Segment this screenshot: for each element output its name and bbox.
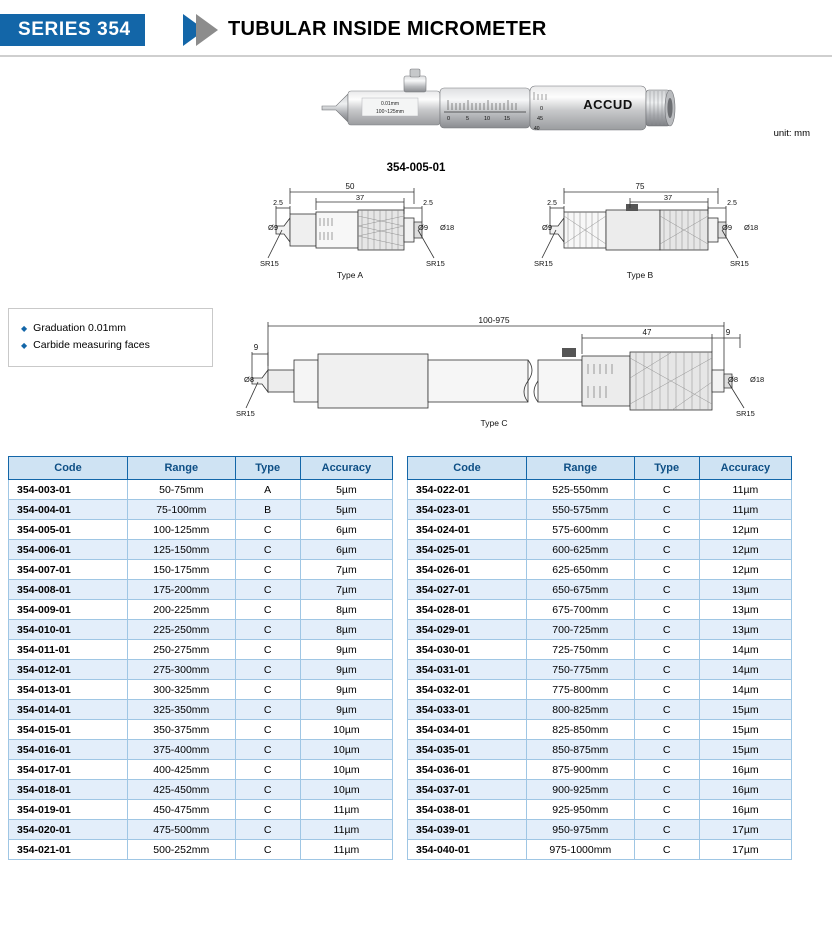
cell-type: C [634,480,699,500]
cell-range: 525-550mm [527,480,635,500]
cell-accuracy: 11µm [300,800,392,820]
cell-range: 375-400mm [128,740,236,760]
th-range: Range [128,457,236,480]
cell-type: C [634,500,699,520]
cell-range: 475-500mm [128,820,236,840]
cell-code: 354-038-01 [408,800,527,820]
table-row [408,620,792,640]
cell-accuracy: 6µm [300,540,392,560]
feature-item [21,339,202,353]
cell-range: 550-575mm [527,500,635,520]
svg-text:SR15: SR15 [534,259,553,268]
table-row [9,820,393,840]
cell-accuracy: 11µm [699,500,791,520]
cell-code: 354-022-01 [408,480,527,500]
cell-code: 354-016-01 [9,740,128,760]
cell-accuracy: 17µm [699,820,791,840]
cell-accuracy: 6µm [300,520,392,540]
table-row [408,540,792,560]
cell-code: 354-037-01 [408,780,527,800]
cell-range: 150-175mm [128,560,236,580]
cell-type: C [634,620,699,640]
cell-accuracy: 9µm [300,640,392,660]
svg-text:100~125mm: 100~125mm [376,109,404,115]
cell-accuracy: 13µm [699,580,791,600]
drawings-row-1 [0,166,832,280]
table-row [9,600,393,620]
table-row [9,840,393,860]
svg-text:100-975: 100-975 [478,315,510,325]
cell-range: 275-300mm [128,660,236,680]
cell-code: 354-015-01 [9,720,128,740]
feature-label: Graduation 0.01mm [33,322,126,334]
table-row [9,580,393,600]
cell-range: 325-350mm [128,700,236,720]
svg-text:75: 75 [635,182,645,191]
table-row [408,680,792,700]
cell-range: 400-425mm [128,760,236,780]
svg-text:9: 9 [253,343,259,352]
svg-text:0: 0 [447,116,451,122]
th-code: Code [9,457,128,480]
table-header-row [9,457,393,480]
table-row [9,800,393,820]
cell-range: 900-925mm [527,780,635,800]
cell-type: C [634,580,699,600]
table-row [408,500,792,520]
cell-type: C [235,800,300,820]
cell-code: 354-013-01 [9,680,128,700]
cell-type: C [235,720,300,740]
table-row [408,600,792,620]
features-box [8,308,213,367]
cell-range: 500-252mm [128,840,236,860]
cell-accuracy: 10µm [300,760,392,780]
cell-range: 175-200mm [128,580,236,600]
cell-range: 250-275mm [128,640,236,660]
model-caption: 354-005-01 [386,162,446,174]
table-row [408,700,792,720]
cell-accuracy: 14µm [699,680,791,700]
cell-range: 75-100mm [128,500,236,520]
unit-note: unit: mm [773,128,810,139]
cell-type: C [634,640,699,660]
drawing-type-c [232,308,802,433]
cell-code: 354-011-01 [9,640,128,660]
cell-code: 354-039-01 [408,820,527,840]
svg-text:Ø18: Ø18 [744,223,759,232]
table-right-body [408,480,792,860]
cell-accuracy: 16µm [699,780,791,800]
cell-code: 354-020-01 [9,820,128,840]
cell-type: C [235,520,300,540]
svg-text:45: 45 [537,116,544,122]
cell-accuracy: 15µm [699,700,791,720]
cell-type: A [235,480,300,500]
cell-range: 950-975mm [527,820,635,840]
cell-range: 450-475mm [128,800,236,820]
table-row [408,740,792,760]
type-a-label: Type A [337,270,363,280]
cell-accuracy: 12µm [699,520,791,540]
table-row [408,800,792,820]
cell-code: 354-030-01 [408,640,527,660]
series-badge: SERIES 354 [0,14,145,46]
table-left-body [9,480,393,860]
cell-type: C [235,660,300,680]
cell-range: 625-650mm [527,560,635,580]
cell-range: 225-250mm [128,620,236,640]
cell-code: 354-026-01 [408,560,527,580]
table-row [9,500,393,520]
cell-type: C [634,780,699,800]
cell-type: C [634,540,699,560]
svg-text:2.5: 2.5 [727,200,737,207]
cell-accuracy: 17µm [699,840,791,860]
table-row [9,620,393,640]
cell-accuracy: 16µm [699,800,791,820]
svg-text:50: 50 [345,182,355,191]
cell-type: C [235,820,300,840]
cell-code: 354-028-01 [408,600,527,620]
cell-type: C [634,600,699,620]
cell-accuracy: 8µm [300,600,392,620]
cell-code: 354-003-01 [9,480,128,500]
cell-type: C [235,780,300,800]
cell-type: C [634,820,699,840]
cell-accuracy: 7µm [300,560,392,580]
table-row [9,700,393,720]
cell-type: C [634,680,699,700]
cell-type: C [235,700,300,720]
cell-accuracy: 11µm [699,480,791,500]
table-row [9,560,393,580]
cell-accuracy: 9µm [300,700,392,720]
cell-type: C [235,620,300,640]
spec-table-right [407,456,792,860]
table-row [9,780,393,800]
table-row [408,840,792,860]
cell-range: 50-75mm [128,480,236,500]
cell-accuracy: 7µm [300,580,392,600]
svg-text:0: 0 [540,106,544,112]
cell-type: C [634,760,699,780]
cell-code: 354-029-01 [408,620,527,640]
cell-type: C [235,680,300,700]
cell-type: C [634,800,699,820]
cell-accuracy: 5µm [300,480,392,500]
cell-code: 354-025-01 [408,540,527,560]
svg-text:10: 10 [484,116,491,122]
header-divider [0,55,832,57]
cell-code: 354-008-01 [9,580,128,600]
micrometer-illustration [318,60,678,156]
svg-text:Ø8: Ø8 [244,375,255,384]
svg-text:Ø9: Ø9 [542,223,553,232]
table-row [408,760,792,780]
cell-type: C [235,560,300,580]
cell-code: 354-040-01 [408,840,527,860]
svg-text:SR15: SR15 [426,259,445,268]
table-row [408,820,792,840]
cell-accuracy: 9µm [300,680,392,700]
cell-accuracy: 14µm [699,660,791,680]
th-accuracy: Accuracy [699,457,791,480]
cell-accuracy: 10µm [300,740,392,760]
cell-range: 875-900mm [527,760,635,780]
svg-text:SR15: SR15 [730,259,749,268]
cell-type: C [235,580,300,600]
type-c-label: Type C [480,418,508,428]
table-row [408,660,792,680]
feature-label: Carbide measuring faces [33,339,150,351]
table-row [408,520,792,540]
diamond-bullet-icon: ◆ [21,341,28,350]
cell-code: 354-006-01 [9,540,128,560]
cell-code: 354-005-01 [9,520,128,540]
cell-accuracy: 12µm [699,540,791,560]
svg-text:Ø9: Ø9 [418,223,429,232]
svg-text:37: 37 [663,193,673,202]
drawing-type-a [258,174,498,284]
cell-code: 354-014-01 [9,700,128,720]
cell-range: 100-125mm [128,520,236,540]
cell-code: 354-012-01 [9,660,128,680]
cell-code: 354-035-01 [408,740,527,760]
cell-type: C [235,740,300,760]
svg-text:SR15: SR15 [736,409,755,418]
cell-type: C [634,660,699,680]
cell-range: 700-725mm [527,620,635,640]
table-row [9,680,393,700]
cell-accuracy: 13µm [699,600,791,620]
cell-type: C [634,840,699,860]
cell-range: 975-1000mm [527,840,635,860]
cell-range: 925-950mm [527,800,635,820]
table-row [9,640,393,660]
th-code: Code [408,457,527,480]
cell-accuracy: 10µm [300,780,392,800]
cell-code: 354-031-01 [408,660,527,680]
cell-code: 354-024-01 [408,520,527,540]
cell-range: 300-325mm [128,680,236,700]
cell-code: 354-007-01 [9,560,128,580]
cell-range: 425-450mm [128,780,236,800]
svg-text:0.01mm: 0.01mm [380,101,400,107]
product-photo-area [0,58,832,174]
svg-text:Ø8: Ø8 [728,375,739,384]
table-row [9,740,393,760]
spec-table-left [8,456,393,860]
cell-range: 575-600mm [527,520,635,540]
th-type: Type [235,457,300,480]
svg-text:SR15: SR15 [236,409,255,418]
cell-type: C [634,700,699,720]
cell-type: C [634,720,699,740]
cell-code: 354-004-01 [9,500,128,520]
cell-code: 354-021-01 [9,840,128,860]
cell-type: C [235,600,300,620]
cell-accuracy: 15µm [699,740,791,760]
cell-code: 354-032-01 [408,680,527,700]
svg-text:Ø9: Ø9 [722,223,733,232]
cell-accuracy: 8µm [300,620,392,640]
svg-text:15: 15 [504,116,511,122]
cell-type: C [235,640,300,660]
svg-text:47: 47 [642,328,652,337]
cell-code: 354-033-01 [408,700,527,720]
cell-code: 354-018-01 [9,780,128,800]
svg-text:5: 5 [466,116,470,122]
table-row [9,480,393,500]
cell-type: C [235,760,300,780]
cell-accuracy: 5µm [300,500,392,520]
cell-range: 650-675mm [527,580,635,600]
type-b-label: Type B [626,270,654,280]
cell-range: 125-150mm [128,540,236,560]
page-header [0,8,832,52]
page-title: TUBULAR INSIDE MICROMETER [228,18,547,40]
cell-range: 850-875mm [527,740,635,760]
cell-type: C [634,560,699,580]
table-row [408,720,792,740]
table-row [408,640,792,660]
th-accuracy: Accuracy [300,457,392,480]
table-row [9,540,393,560]
table-row [408,780,792,800]
badge-arrow-gray [196,14,218,46]
cell-range: 800-825mm [527,700,635,720]
cell-accuracy: 11µm [300,840,392,860]
svg-text:9: 9 [725,328,731,337]
cell-code: 354-036-01 [408,760,527,780]
cell-code: 354-010-01 [9,620,128,640]
svg-text:2.5: 2.5 [547,200,557,207]
table-row [9,720,393,740]
cell-range: 600-625mm [527,540,635,560]
cell-code: 354-023-01 [408,500,527,520]
cell-accuracy: 15µm [699,720,791,740]
cell-type: C [235,840,300,860]
specification-tables [0,456,832,860]
cell-accuracy: 13µm [699,620,791,640]
cell-code: 354-009-01 [9,600,128,620]
svg-text:ACCUD: ACCUD [583,97,633,112]
cell-code: 354-034-01 [408,720,527,740]
cell-range: 775-800mm [527,680,635,700]
drawing-type-b [530,174,780,284]
cell-type: C [235,540,300,560]
cell-code: 354-017-01 [9,760,128,780]
cell-type: C [634,740,699,760]
table-row [408,580,792,600]
svg-text:Ø18: Ø18 [750,375,765,384]
table-header-row [408,457,792,480]
svg-text:Ø18: Ø18 [440,223,455,232]
table-row [408,480,792,500]
svg-text:40: 40 [534,126,540,132]
th-range: Range [527,457,635,480]
svg-text:2.5: 2.5 [423,200,433,207]
diamond-bullet-icon: ◆ [21,324,28,333]
cell-range: 350-375mm [128,720,236,740]
table-row [9,520,393,540]
cell-code: 354-019-01 [9,800,128,820]
cell-accuracy: 9µm [300,660,392,680]
cell-range: 675-700mm [527,600,635,620]
table-row [9,760,393,780]
table-row [408,560,792,580]
th-type: Type [634,457,699,480]
cell-range: 200-225mm [128,600,236,620]
svg-text:2.5: 2.5 [273,200,283,207]
svg-text:Ø9: Ø9 [268,223,279,232]
cell-accuracy: 10µm [300,720,392,740]
svg-text:SR15: SR15 [260,259,279,268]
cell-range: 750-775mm [527,660,635,680]
cell-range: 825-850mm [527,720,635,740]
cell-accuracy: 12µm [699,560,791,580]
cell-accuracy: 11µm [300,820,392,840]
cell-type: C [634,520,699,540]
cell-type: B [235,500,300,520]
cell-accuracy: 16µm [699,760,791,780]
feature-item [21,322,202,336]
cell-code: 354-027-01 [408,580,527,600]
table-row [9,660,393,680]
svg-text:37: 37 [355,193,365,202]
cell-range: 725-750mm [527,640,635,660]
cell-accuracy: 14µm [699,640,791,660]
